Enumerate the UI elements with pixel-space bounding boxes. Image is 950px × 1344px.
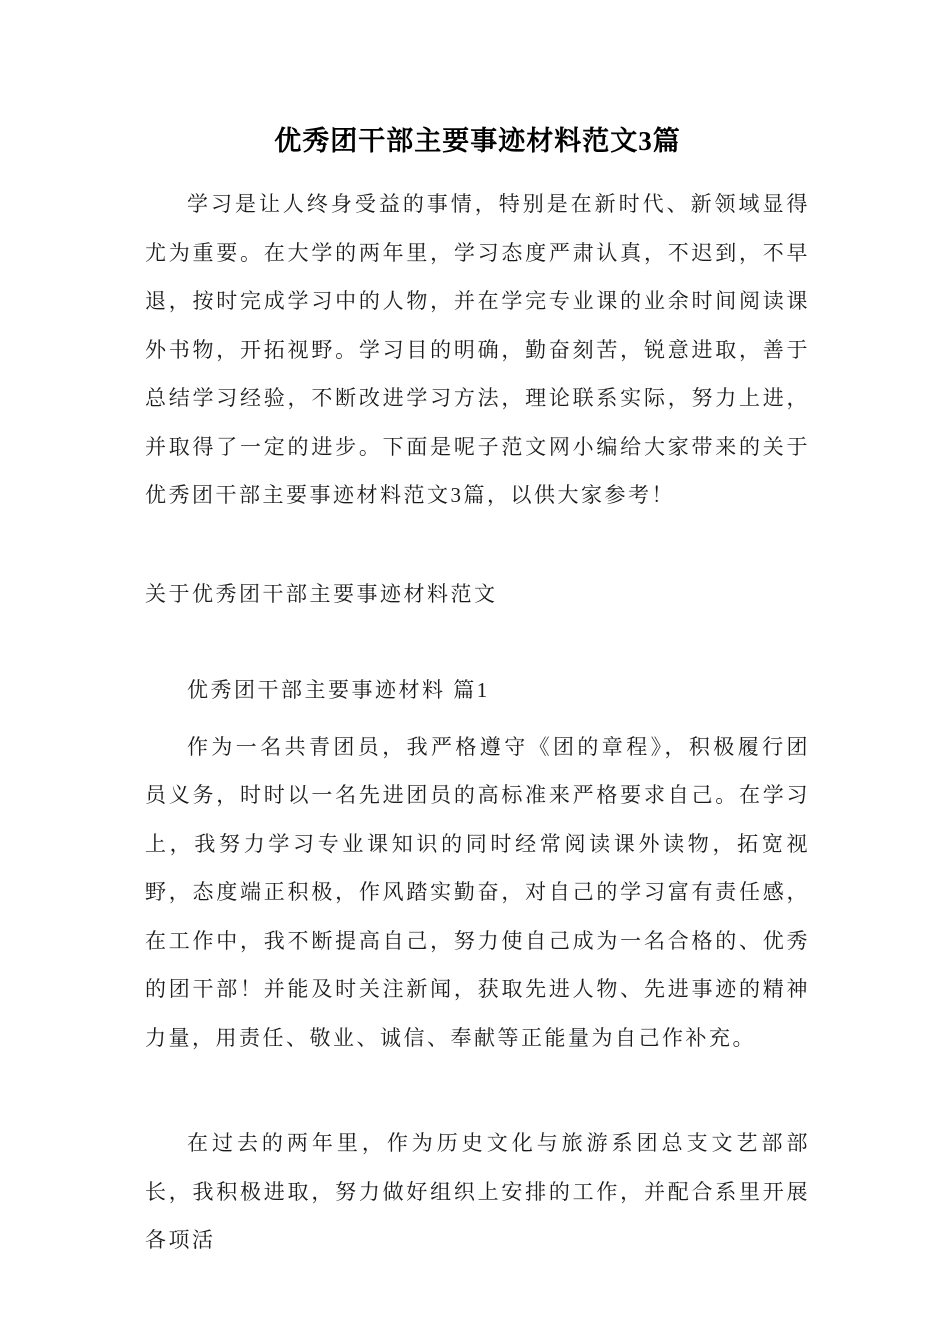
document-title: 优秀团干部主要事迹材料范文3篇 — [274, 126, 681, 156]
article-heading: 优秀团干部主要事迹材料 篇1 — [187, 678, 490, 702]
intro-paragraph: 学习是让人终身受益的事情，特别是在新时代、新领域显得尤为重要。在大学的两年里，学习态度严肃认真，不迟到，不早退，按时完成学习中的人物，并在学完专业课的业余时间阅读课外书物，开拓视野。学习目的明确，勤奋刻苦，锐意进取，善于总结学习经验，不断改进学习方法，理论联系实际，努力上进，并取得了一定的进步。下面是呢子范文网小编给大家带来的关于优秀团干部主要事迹材料范文3篇，以供大家参考！ — [145, 192, 810, 507]
body-paragraph-1: 作为一名共青团员，我严格遵守《团的章程》，积极履行团员义务，时时以一名先进团员的高标准来严格要求自己。在学习上，我努力学习专业课知识的同时经常阅读课外读物，拓宽视野，态度端正积极，作风踏实勤奋，对自己的学习富有责任感，在工作中，我不断提高自己，努力使自己成为一名合格的、优秀的团干部！并能及时关注新闻，获取先进人物、先进事迹的精神力量，用责任、敬业、诚信、奉献等正能量为自己作补充。 — [145, 734, 810, 1050]
body-paragraph-2: 在过去的两年里，作为历史文化与旅游系团总支文艺部部长，我积极进取，努力做好组织上安排的工作，并配合系里开展各项活 — [145, 1131, 810, 1252]
section-label: 关于优秀团干部主要事迹材料范文 — [145, 581, 498, 606]
